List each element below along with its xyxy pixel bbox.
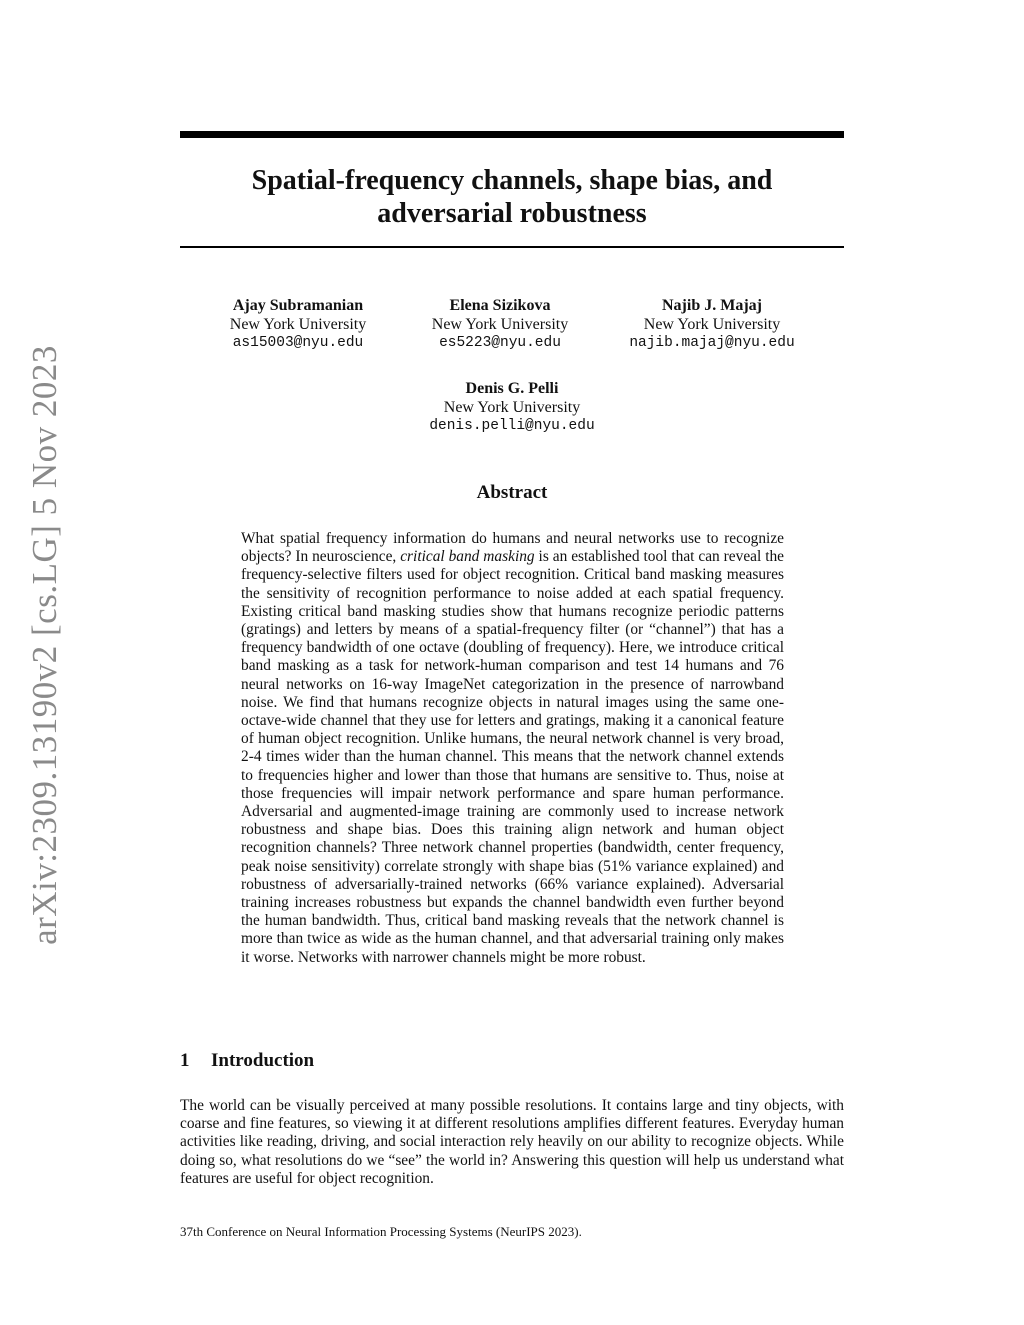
abstract-text-part-1: What spatial frequency information do humans and neural networks use to recognize objects? In neuroscience,	[241, 530, 784, 566]
title-line-2: adversarial robustness	[377, 198, 647, 229]
author-email[interactable]: najib.majaj@nyu.edu	[629, 335, 795, 351]
conference-footnote: 37th Conference on Neural Information Processing Systems (NeurIPS 2023).	[180, 1224, 582, 1239]
author-name: Najib J. Majaj	[662, 297, 762, 314]
author-block	[392, 379, 632, 436]
author-email[interactable]: as15003@nyu.edu	[232, 335, 364, 351]
introduction-paragraph: The world can be visually perceived at many possible resolutions. It contains large and tiny objects, with coarse and fine features, so viewing it at different resolutions amplifies different features. Everyday human activities like reading, driving, and social interaction rely heavily on our ability to recognize objects. While doing so, what resolutions do we “see” the world in? Answering this question will help us understand what features are useful for object recognition.	[180, 1097, 844, 1187]
title-top-rule	[180, 131, 844, 138]
arxiv-stamp	[15, 345, 75, 945]
abstract-italic-term: critical band masking	[400, 548, 535, 566]
title-bottom-rule	[180, 246, 844, 248]
author-name: Elena Sizikova	[449, 297, 551, 314]
author-affiliation: New York University	[431, 316, 569, 333]
section-number: 1	[180, 1050, 190, 1071]
author-email[interactable]: es5223@nyu.edu	[439, 335, 561, 351]
author-block	[592, 296, 832, 353]
author-name: Ajay Subramanian	[232, 297, 364, 314]
paper-title	[180, 164, 844, 230]
author-block	[380, 296, 620, 353]
abstract-text-part-2: is an established tool that can reveal the frequency-selective filters used for object recognition. Critical band masking measures the sensitivity of recognition performance to noise added at each spatial frequency. Existing critical band masking studies show that humans recognize periodic patterns (gratings) and letters by means of a spatial-frequency filter (or “channel”) that has a frequency bandwidth of one octave (doubling of frequency). Here, we introduce critical band masking as a task for network-human comparison and test 14 humans and 76 neural networks on 16-way ImageNet categorization in the presence of narrowband noise. We find that humans recognize objects in natural images using the same one-octave-wide channel that they use for letters and gratings, making it a canonical feature of human object recognition. Unlike humans, the neural network channel is very broad, 2-4 times wider than the human channel. This means that the network channel extends to frequencies higher and lower than those that humans are sensitive to. Thus, noise at those frequencies will impair network performance and spare human performance. Adversarial and augmented-image training are commonly used to increase network robustness and shape bias. Does this training align network and human object recognition channels? Three network channel properties (bandwidth, center frequency, peak noise sensitivity) correlate strongly with shape bias (51% variance explained) and robustness of adversarially-trained networks (66% variance explained). Adversarial training increases robustness but expands the channel bandwidth even further beyond the human bandwidth. Thus, critical band masking reveals that the network channel is more than twice as wide as the human channel, and that adversarial training only makes it worse. Networks with narrower channels might be more robust.	[241, 548, 784, 966]
author-affiliation: New York University	[443, 399, 581, 416]
author-affiliation: New York University	[229, 316, 367, 333]
author-name: Denis G. Pelli	[465, 380, 559, 397]
author-affiliation: New York University	[643, 316, 781, 333]
abstract-heading: Abstract	[476, 482, 548, 503]
section-heading-introduction	[180, 1050, 314, 1072]
arxiv-stamp-text: arXiv:2309.13190v2 [cs.LG] 5 Nov 2023	[25, 345, 64, 945]
section-title: Introduction	[211, 1050, 315, 1071]
abstract-text	[241, 530, 784, 967]
title-line-1: Spatial-frequency channels, shape bias, and	[251, 165, 773, 196]
author-email[interactable]: denis.pelli@nyu.edu	[429, 418, 595, 434]
